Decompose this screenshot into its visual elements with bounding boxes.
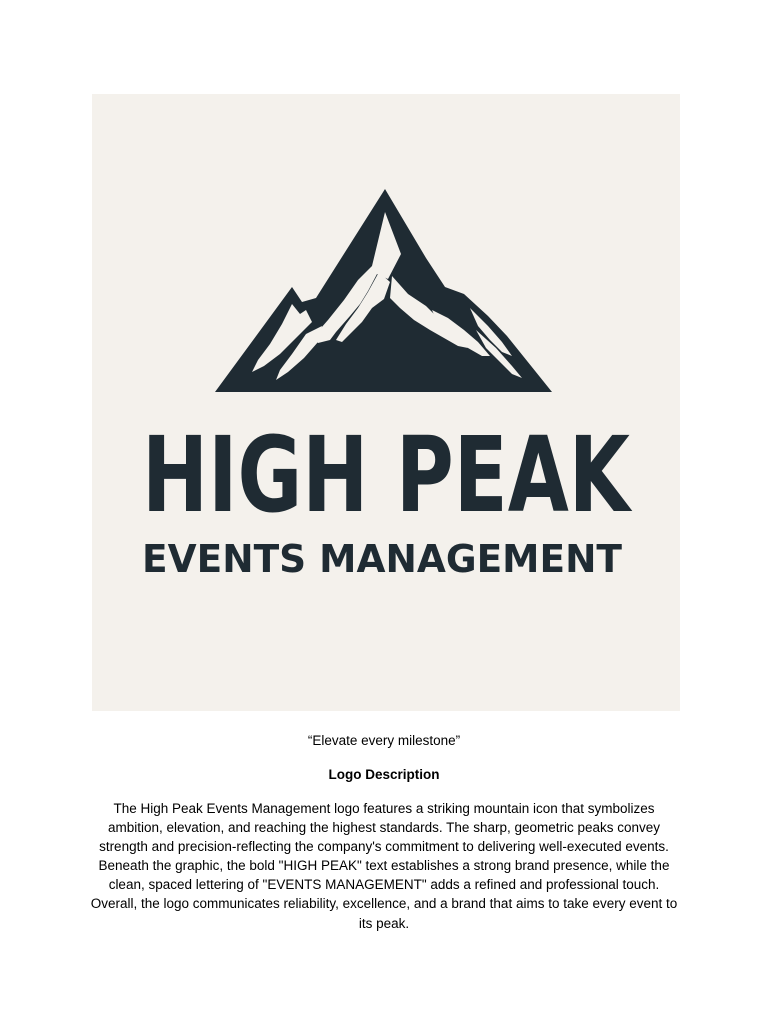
tagline: “Elevate every milestone” <box>307 733 461 748</box>
logo-description-paragraph: The High Peak Events Management logo features a striking mountain icon that symbolizes ambition, elevation, and reaching the highest standards. The sharp, geometric peaks convey strength and precision-reflecting the company's commitment to delivering well-executed events. Beneath the graphic, the bold "HIGH PEAK" text establishes a strong brand presence, while the clean, spaced lettering of "EVENTS MANAGEMENT" adds a refined and professional touch. Overall, the logo communicates reliability, excellence, and a brand that aims to take every event to its peak. <box>90 801 678 931</box>
logo-brand-subtitle: EVENTS MANAGEMENT <box>142 537 623 581</box>
logo-brand-name: HIGH PEAK <box>142 414 633 536</box>
logo-image <box>92 94 680 711</box>
section-heading: Logo Description <box>328 767 440 782</box>
